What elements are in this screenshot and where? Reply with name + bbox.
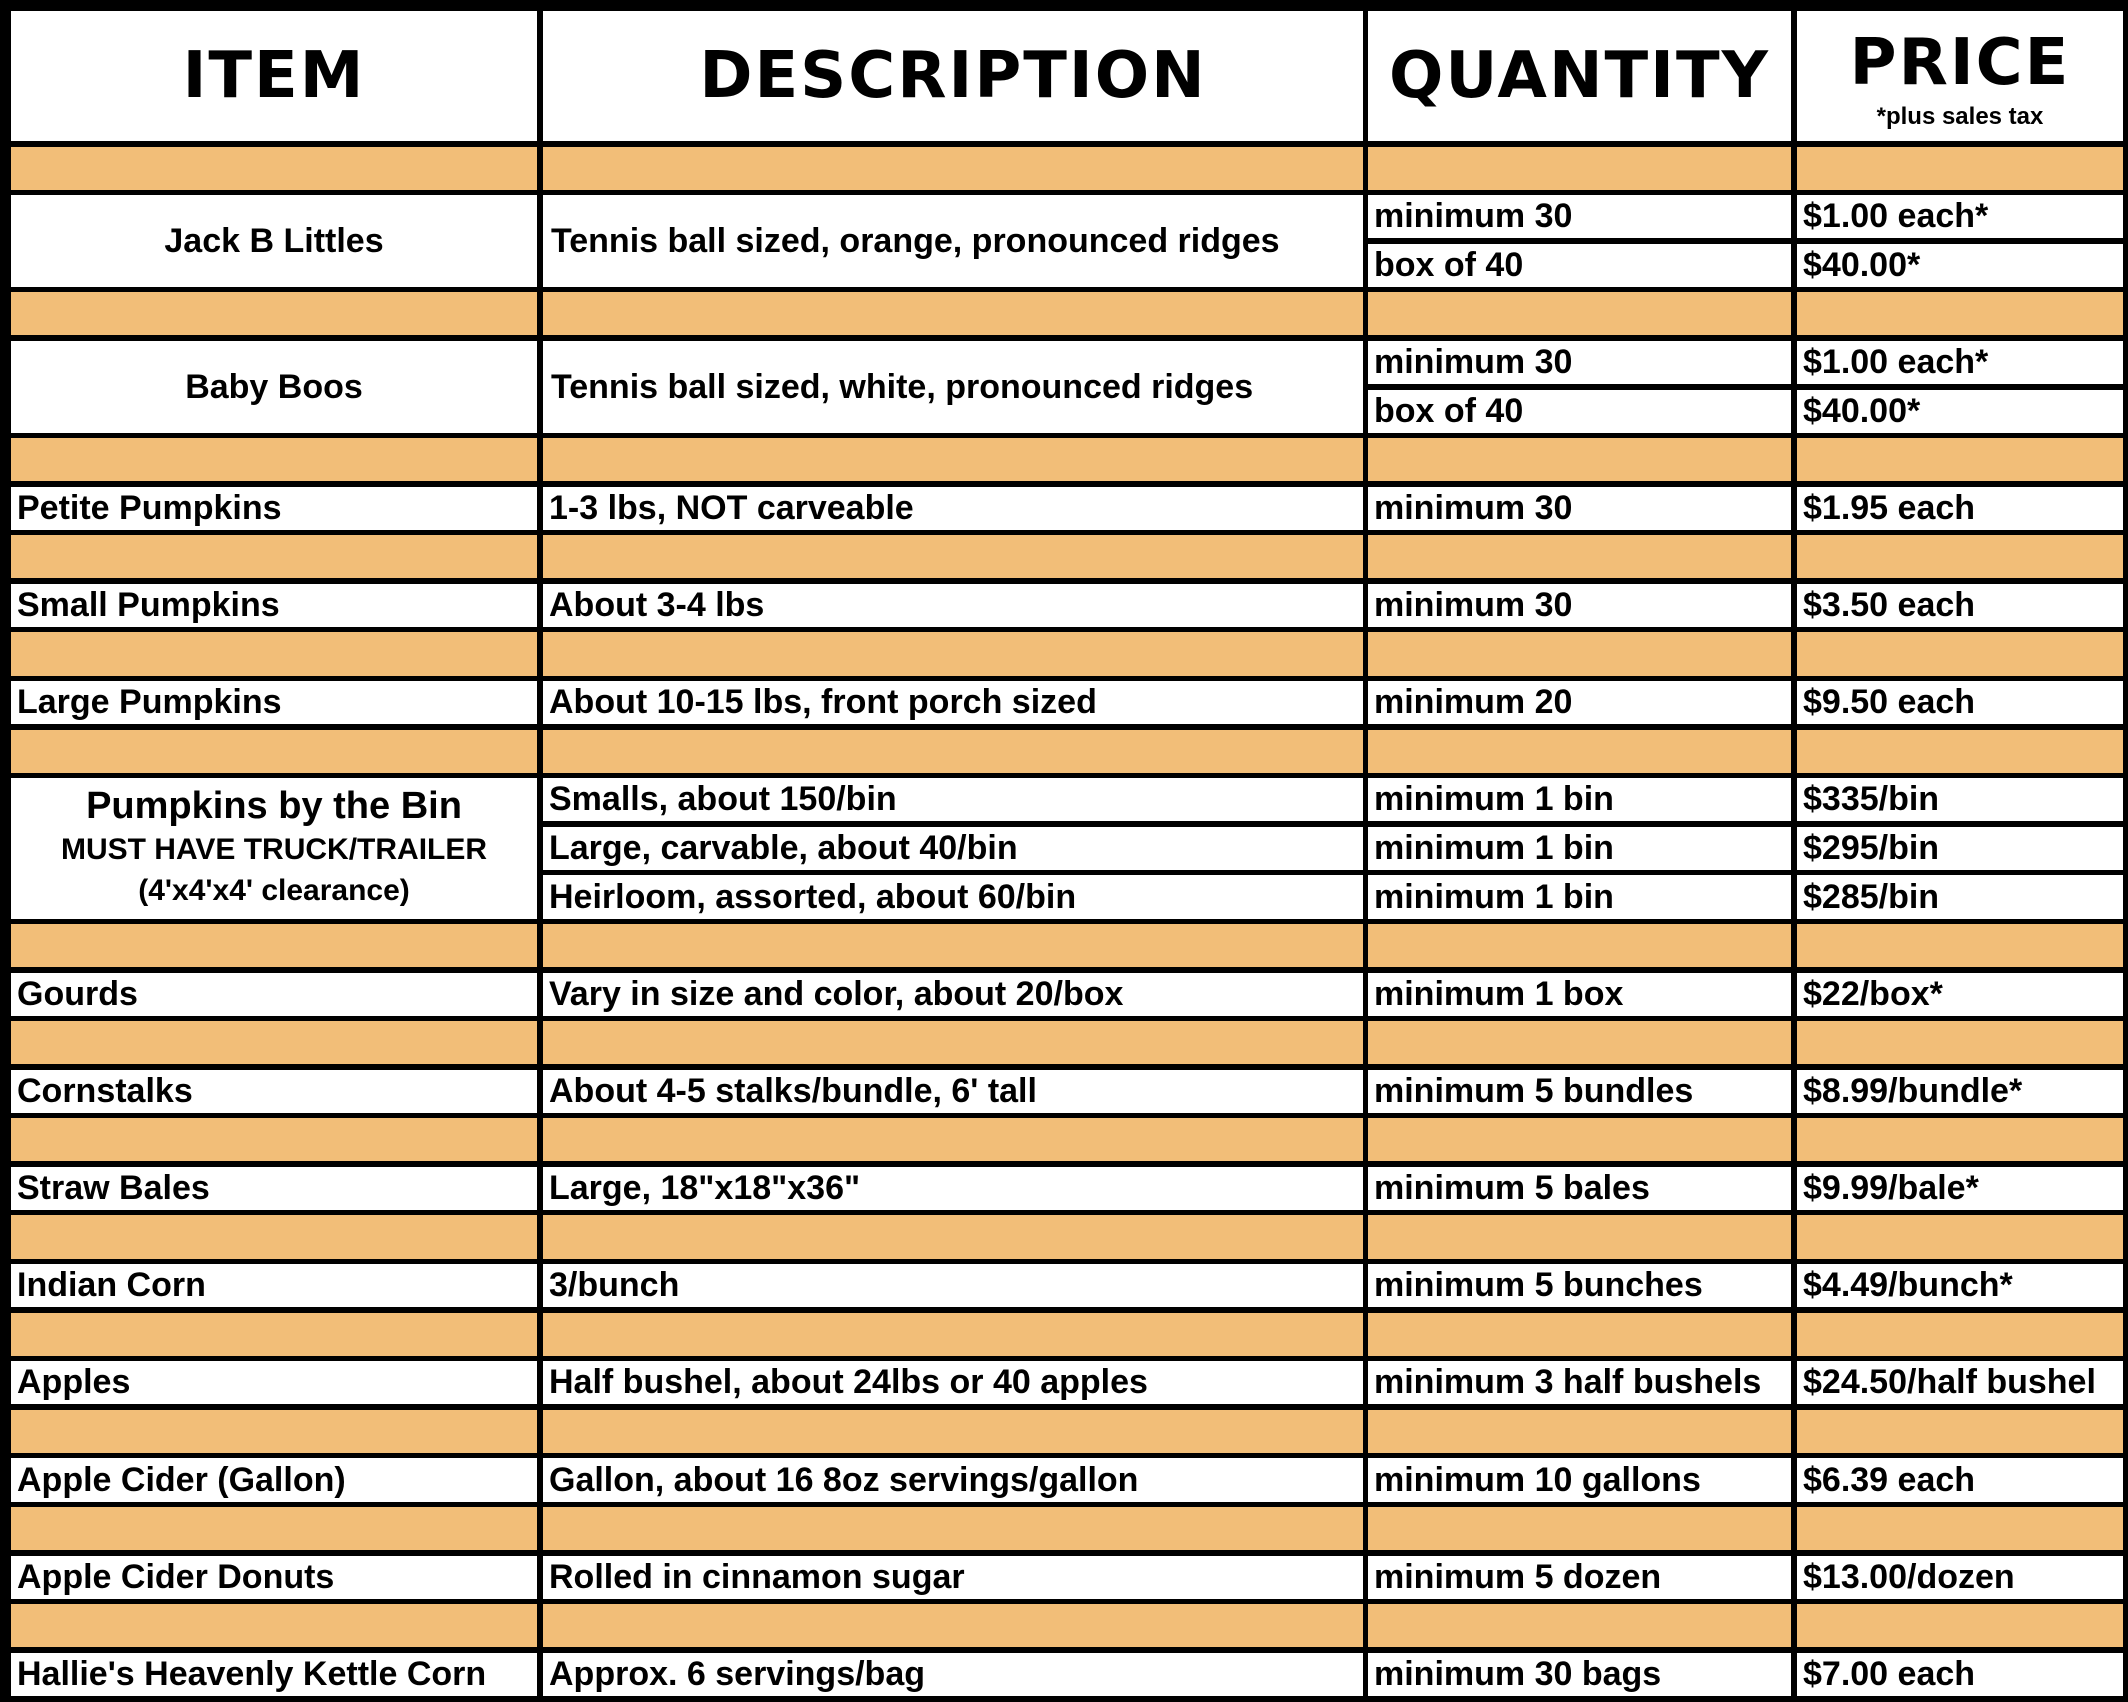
spacer-row-12-col-3: [1797, 1507, 2123, 1550]
quantity-value: minimum 1 bin: [1374, 780, 1614, 818]
item-description: Tennis ball sized, orange, pronounced ridges: [551, 221, 1280, 260]
item-description: 3/bunch: [549, 1266, 680, 1304]
quantity-value: box of 40: [1374, 246, 1524, 284]
spacer-row-8-col-1: [543, 1118, 1363, 1161]
price-cell: [1797, 1167, 2123, 1210]
price-value: $7.00 each: [1803, 1655, 1976, 1693]
spacer-row-1-col-3: [1797, 292, 2123, 335]
spacer-row-7-col-3: [1797, 1021, 2123, 1064]
item-name: Jack B Littles: [164, 221, 384, 260]
spacer-row-10-col-2: [1368, 1313, 1791, 1356]
price-cell: [1797, 487, 2123, 530]
quantity-cell: [1368, 1653, 1791, 1696]
header-description-label: DESCRIPTION: [699, 39, 1207, 113]
item-name: Small Pumpkins: [17, 586, 280, 624]
item-cell: [11, 1458, 537, 1502]
price-value: $9.99/bale*: [1803, 1169, 1979, 1207]
quantity-cell: [1368, 195, 1791, 238]
price-cell: [1797, 195, 2123, 238]
spacer-row-6-col-0: [11, 924, 537, 967]
spacer-row-3-col-0: [11, 535, 537, 578]
header-quantity-label: QUANTITY: [1389, 39, 1770, 113]
spacer-row-0-col-2: [1368, 147, 1791, 190]
quantity-cell: [1368, 778, 1791, 821]
spacer-row-5-col-0: [11, 730, 537, 773]
spacer-row-3-col-1: [543, 535, 1363, 578]
spacer-row-7-col-1: [543, 1021, 1363, 1064]
item-name: Pumpkins by the Bin: [86, 785, 462, 828]
item-description: Smalls, about 150/bin: [549, 780, 897, 818]
quantity-cell: [1368, 584, 1791, 627]
description-cell: [543, 827, 1363, 870]
price-value: $8.99/bundle*: [1803, 1072, 2023, 1110]
quantity-cell: [1368, 244, 1791, 287]
item-name: Cornstalks: [17, 1072, 193, 1110]
quantity-cell: [1368, 487, 1791, 530]
item-description: Approx. 6 servings/bag: [549, 1655, 925, 1693]
spacer-row-5-col-1: [543, 730, 1363, 773]
quantity-cell: [1368, 1070, 1791, 1113]
item-cell: [11, 487, 537, 530]
description-cell: [543, 341, 1363, 433]
spacer-row-10-col-3: [1797, 1313, 2123, 1356]
quantity-value: minimum 5 dozen: [1374, 1558, 1662, 1596]
quantity-value: minimum 30: [1374, 197, 1573, 235]
price-value: $3.50 each: [1803, 586, 1976, 624]
quantity-value: minimum 5 bunches: [1374, 1266, 1703, 1304]
quantity-cell: [1368, 1264, 1791, 1307]
quantity-value: minimum 30: [1374, 343, 1573, 381]
quantity-value: minimum 1 bin: [1374, 877, 1614, 916]
item-cell: [11, 341, 537, 433]
spacer-row-10-col-0: [11, 1313, 537, 1356]
item-description: Large, 18"x18"x36": [549, 1169, 861, 1207]
item-cell: [11, 1361, 537, 1404]
spacer-row-5-col-3: [1797, 730, 2123, 773]
item-description: Rolled in cinnamon sugar: [549, 1558, 965, 1596]
item-description: About 3-4 lbs: [549, 586, 765, 624]
price-cell: [1797, 244, 2123, 287]
quantity-cell: [1368, 1167, 1791, 1210]
description-cell: [543, 1264, 1363, 1307]
spacer-row-12-col-2: [1368, 1507, 1791, 1550]
price-value: $1.00 each*: [1803, 197, 1989, 235]
header-item-label: ITEM: [182, 39, 366, 113]
header-quantity: [1368, 11, 1791, 141]
item-name: Large Pumpkins: [17, 683, 282, 721]
item-name: Petite Pumpkins: [17, 489, 282, 527]
price-value: $6.39 each: [1803, 1460, 1976, 1499]
item-name: Gourds: [17, 975, 138, 1013]
price-cell: [1797, 1070, 2123, 1113]
quantity-value: minimum 5 bales: [1374, 1169, 1650, 1207]
price-cell: [1797, 341, 2123, 384]
spacer-row-4-col-3: [1797, 632, 2123, 676]
spacer-row-9-col-2: [1368, 1215, 1791, 1259]
item-description: Gallon, about 16 8oz servings/gallon: [549, 1460, 1139, 1499]
price-value: $40.00*: [1803, 392, 1921, 430]
header-item: [11, 11, 537, 141]
spacer-row-5-col-2: [1368, 730, 1791, 773]
item-cell: [11, 584, 537, 627]
quantity-value: minimum 3 half bushels: [1374, 1363, 1762, 1401]
spacer-row-3-col-2: [1368, 535, 1791, 578]
quantity-cell: [1368, 875, 1791, 919]
item-description: Large, carvable, about 40/bin: [549, 829, 1018, 867]
item-name: Apple Cider Donuts: [17, 1558, 335, 1596]
price-value: $40.00*: [1803, 246, 1921, 284]
price-value: $13.00/dozen: [1803, 1558, 2015, 1596]
item-note-clearance: (4'x4'x4' clearance): [138, 874, 410, 908]
description-cell: [543, 1653, 1363, 1696]
price-cell: [1797, 1556, 2123, 1599]
spacer-row-12-col-1: [543, 1507, 1363, 1550]
description-cell: [543, 875, 1363, 919]
spacer-row-4-col-1: [543, 632, 1363, 676]
price-cell: [1797, 584, 2123, 627]
item-note: MUST HAVE TRUCK/TRAILER: [60, 833, 488, 867]
description-cell: [543, 1458, 1363, 1502]
quantity-cell: [1368, 1361, 1791, 1404]
quantity-cell: [1368, 1556, 1791, 1599]
quantity-value: minimum 20: [1374, 683, 1573, 721]
spacer-row-4-col-0: [11, 632, 537, 676]
spacer-row-11-col-1: [543, 1410, 1363, 1453]
description-cell: [543, 681, 1363, 724]
price-value: $1.00 each*: [1803, 343, 1989, 381]
price-value: $1.95 each: [1803, 489, 1976, 527]
price-cell: [1797, 973, 2123, 1016]
description-cell: [543, 1070, 1363, 1113]
item-cell: [11, 195, 537, 287]
price-cell: [1797, 1653, 2123, 1696]
item-description: Heirloom, assorted, about 60/bin: [549, 877, 1077, 916]
price-value: $295/bin: [1803, 829, 1940, 867]
spacer-row-6-col-1: [543, 924, 1363, 967]
price-value: $22/box*: [1803, 975, 1943, 1013]
price-cell: [1797, 1458, 2123, 1502]
spacer-row-7-col-0: [11, 1021, 537, 1064]
spacer-row-1-col-0: [11, 292, 537, 335]
header-description: [543, 11, 1363, 141]
item-cell: [11, 1653, 537, 1696]
price-cell: [1797, 681, 2123, 724]
spacer-row-9-col-3: [1797, 1215, 2123, 1259]
quantity-value: minimum 30: [1374, 489, 1573, 527]
spacer-row-11-col-3: [1797, 1410, 2123, 1453]
quantity-value: minimum 1 bin: [1374, 829, 1614, 867]
description-cell: [543, 778, 1363, 821]
price-cell: [1797, 778, 2123, 821]
price-cell: [1797, 1361, 2123, 1404]
quantity-value: minimum 10 gallons: [1374, 1460, 1701, 1499]
spacer-row-6-col-3: [1797, 924, 2123, 967]
item-description: About 10-15 lbs, front porch sized: [549, 683, 1097, 721]
item-name: Apple Cider (Gallon): [17, 1460, 346, 1499]
spacer-row-4-col-2: [1368, 632, 1791, 676]
spacer-row-13-col-1: [543, 1604, 1363, 1647]
spacer-row-13-col-2: [1368, 1604, 1791, 1647]
price-cell: [1797, 390, 2123, 433]
spacer-row-11-col-0: [11, 1410, 537, 1453]
header-price: [1797, 11, 2123, 141]
item-cell: [11, 1070, 537, 1113]
description-cell: [543, 195, 1363, 287]
quantity-value: minimum 30 bags: [1374, 1655, 1662, 1693]
spacer-row-0-col-1: [543, 147, 1363, 190]
description-cell: [543, 487, 1363, 530]
quantity-value: box of 40: [1374, 392, 1524, 430]
spacer-row-1-col-1: [543, 292, 1363, 335]
price-cell: [1797, 827, 2123, 870]
item-name: Apples: [17, 1363, 131, 1401]
description-cell: [543, 1556, 1363, 1599]
price-value: $24.50/half bushel: [1803, 1363, 2096, 1401]
item-description: About 4-5 stalks/bundle, 6' tall: [549, 1072, 1037, 1110]
spacer-row-0-col-3: [1797, 147, 2123, 190]
spacer-row-8-col-2: [1368, 1118, 1791, 1161]
spacer-row-0-col-0: [11, 147, 537, 190]
description-cell: [543, 584, 1363, 627]
spacer-row-6-col-2: [1368, 924, 1791, 967]
item-description: Half bushel, about 24lbs or 40 apples: [549, 1363, 1148, 1401]
spacer-row-12-col-0: [11, 1507, 537, 1550]
description-cell: [543, 1167, 1363, 1210]
item-name: Straw Bales: [17, 1169, 210, 1207]
spacer-row-10-col-1: [543, 1313, 1363, 1356]
item-cell: [11, 1264, 537, 1307]
item-cell: [11, 1556, 537, 1599]
price-tax-note: *plus sales tax: [1876, 103, 2044, 130]
spacer-row-11-col-2: [1368, 1410, 1791, 1453]
price-value: $335/bin: [1803, 780, 1940, 818]
price-value: $4.49/bunch*: [1803, 1266, 2013, 1304]
item-cell: [11, 778, 537, 919]
price-cell: [1797, 1264, 2123, 1307]
spacer-row-13-col-3: [1797, 1604, 2123, 1647]
quantity-cell: [1368, 1458, 1791, 1502]
quantity-cell: [1368, 390, 1791, 433]
quantity-cell: [1368, 827, 1791, 870]
description-cell: [543, 973, 1363, 1016]
spacer-row-9-col-0: [11, 1215, 537, 1259]
spacer-row-9-col-1: [543, 1215, 1363, 1259]
quantity-cell: [1368, 341, 1791, 384]
price-cell: [1797, 875, 2123, 919]
spacer-row-8-col-0: [11, 1118, 537, 1161]
item-name: Hallie's Heavenly Kettle Corn: [17, 1655, 487, 1693]
header-price-label: PRICE: [1849, 26, 2071, 100]
spacer-row-3-col-3: [1797, 535, 2123, 578]
price-value: $285/bin: [1803, 877, 1940, 916]
spacer-row-2-col-1: [543, 438, 1363, 481]
item-description: Vary in size and color, about 20/box: [549, 975, 1124, 1013]
description-cell: [543, 1361, 1363, 1404]
spacer-row-8-col-3: [1797, 1118, 2123, 1161]
item-cell: [11, 681, 537, 724]
spacer-row-7-col-2: [1368, 1021, 1791, 1064]
quantity-cell: [1368, 973, 1791, 1016]
quantity-cell: [1368, 681, 1791, 724]
item-cell: [11, 973, 537, 1016]
spacer-row-2-col-2: [1368, 438, 1791, 481]
item-name: Indian Corn: [17, 1266, 206, 1304]
quantity-value: minimum 30: [1374, 586, 1573, 624]
quantity-value: minimum 5 bundles: [1374, 1072, 1694, 1110]
price-value: $9.50 each: [1803, 683, 1976, 721]
item-description: Tennis ball sized, white, pronounced ridges: [551, 367, 1254, 406]
item-description: 1-3 lbs, NOT carveable: [549, 489, 914, 527]
spacer-row-2-col-3: [1797, 438, 2123, 481]
quantity-value: minimum 1 box: [1374, 975, 1624, 1013]
spacer-row-1-col-2: [1368, 292, 1791, 335]
spacer-row-2-col-0: [11, 438, 537, 481]
spacer-row-13-col-0: [11, 1604, 537, 1647]
item-name: Baby Boos: [185, 367, 363, 406]
item-cell: [11, 1167, 537, 1210]
